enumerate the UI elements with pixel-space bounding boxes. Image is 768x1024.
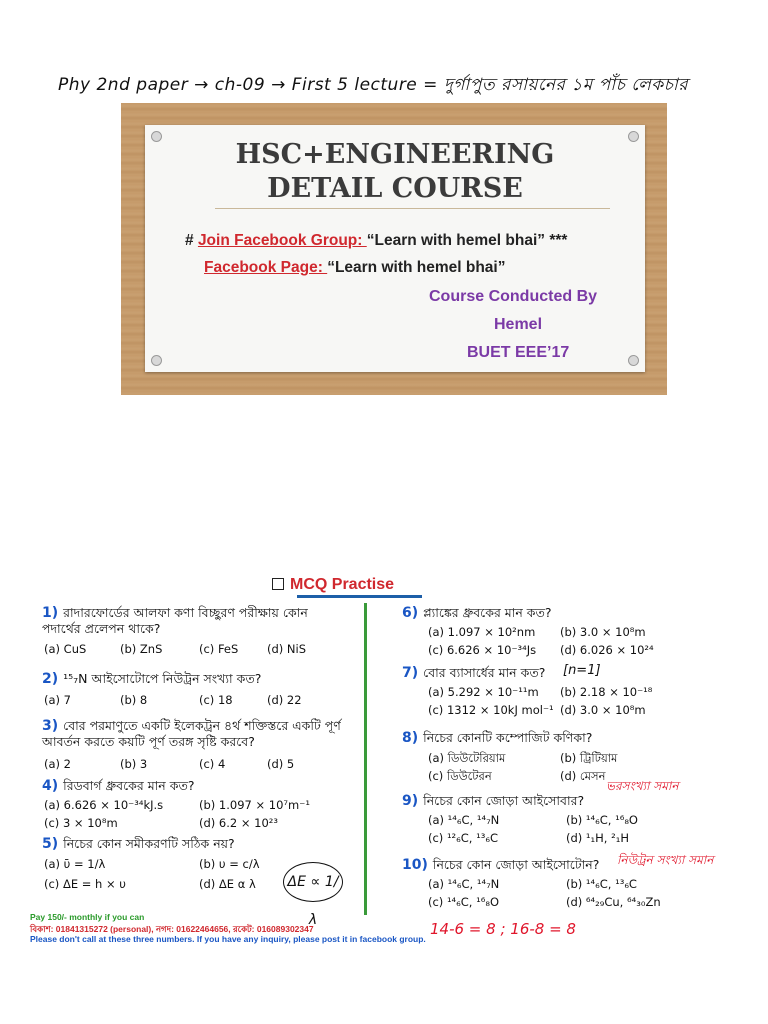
option: (c) 18 <box>199 693 233 707</box>
option: (b) 8 <box>120 693 148 707</box>
delta-note: ΔE ∝ 1/λ <box>283 862 343 902</box>
option: (a) ¹⁴₆C, ¹⁴₇N <box>428 877 500 891</box>
neutron-number-note: নিউট্রন সংখ্যা সমান <box>617 853 714 867</box>
option: (a) 2 <box>44 757 71 771</box>
mass-number-note: ভরসংখ্যা সমান <box>606 779 679 793</box>
option: (d) মেসন <box>560 769 606 783</box>
option: (d) 6.2 × 10²³ <box>199 816 279 830</box>
handwritten-header: Phy 2nd paper → ch-09 → First 5 lecture = দুর্গাপুত রসায়নের ১ম পাঁচ লেকচার <box>58 75 689 95</box>
option: (c) ডিউটেরন <box>428 769 492 783</box>
option: (d) NiS <box>267 642 307 656</box>
option: (a) 6.626 × 10⁻³⁴kJ.s <box>44 798 164 812</box>
pin-icon <box>628 355 639 366</box>
pin-icon <box>151 355 162 366</box>
title-divider <box>215 208 610 209</box>
footer-notice: Please don't call at these three numbers. If you have any inquiry, please post it in facebook group. <box>30 934 426 944</box>
option: (d) ΔE α λ <box>199 877 256 891</box>
question-1: 1) রাদারফোর্ডের আলফা কণা বিচ্ছুরণ পরীক্ষায় কোন পদার্থের প্রলেপন থাকে? <box>42 605 308 636</box>
option: (a) 7 <box>44 693 71 707</box>
option: (b) ¹⁴₆C, ¹³₆C <box>566 877 637 891</box>
option: (b) 3.0 × 10⁸m <box>560 625 646 639</box>
option: (b) 2.18 × 10⁻¹⁸ <box>560 685 653 699</box>
instructor-credential: BUET EEE’17 <box>467 344 570 361</box>
instructor-name: Hemel <box>494 316 543 333</box>
option: (b) ZnS <box>120 642 163 656</box>
question-4: 4) রিডবার্গ ধ্রুবকের মান কত? <box>42 778 195 794</box>
facebook-page-line <box>204 259 505 277</box>
option: (d) 22 <box>267 693 302 707</box>
facebook-group-label[interactable]: Join Facebook Group: <box>197 232 367 249</box>
option: (d) ⁶⁴₂₉Cu, ⁶⁴₃₀Zn <box>566 895 661 909</box>
footer-contacts: বিকাশ: 01841315272 (personal), নগদ: 01622464656, রকেট: 016089302347 <box>30 924 314 934</box>
option: (b) 3 <box>120 757 148 771</box>
banner-card <box>145 125 645 372</box>
option: (c) 1312 × 10kJ mol⁻¹ <box>428 703 554 717</box>
option: (c) ΔE = h × υ <box>44 877 126 891</box>
option: (c) ¹²₆C, ¹³₆C <box>428 831 498 845</box>
stars-mark: *** <box>549 232 568 249</box>
question-3: 3) বোর পরমাণুতে একটি ইলেকট্রন ৪র্থ শক্তিস্তরে একটি পূর্ণ আবর্তন করতে কয়টি পূর্ণ তরঙ্গ সৃষ্টি করবে? <box>42 718 341 749</box>
option: (a) 1.097 × 10²nm <box>428 625 536 639</box>
option: (a) ¹⁴₆C, ¹⁴₇N <box>428 813 500 827</box>
option: (d) 3.0 × 10⁸m <box>560 703 646 717</box>
option: (a) ডিউটেরিয়াম <box>428 751 506 765</box>
question-9: 9) নিচের কোন জোড়া আইসোবার? <box>402 793 585 809</box>
neutron-calculation-note: 14-6 = 8 ; 16-8 = 8 <box>430 920 576 938</box>
option: (c) 3 × 10⁸m <box>44 816 118 830</box>
facebook-page-name: “Learn with hemel bhai” <box>327 259 506 276</box>
banner-title-line2: DETAIL COURSE <box>267 173 523 204</box>
conducted-by-label: Course Conducted By <box>429 288 598 305</box>
checkbox-icon <box>272 578 284 590</box>
footer-pay: Pay 150/- monthly if you can <box>30 912 145 922</box>
option: (c) ¹⁴₆C, ¹⁶₈O <box>428 895 500 909</box>
mcq-heading-rule <box>297 595 422 598</box>
facebook-group-line <box>185 232 567 250</box>
question-8: 8) নিচের কোনটি কম্পোজিট কণিকা? <box>402 730 593 746</box>
hash-mark: # <box>185 232 194 249</box>
option: (c) FeS <box>199 642 239 656</box>
facebook-group-name: “Learn with hemel bhai” <box>366 232 546 249</box>
option: (a) ῡ = 1/λ <box>44 857 106 871</box>
option: (d) ¹₁H, ²₁H <box>566 831 629 845</box>
option: (a) CuS <box>44 642 87 656</box>
mcq-heading: MCQ Practise <box>272 576 394 594</box>
question-10: 10) নিচের কোন জোড়া আইসোটোন? <box>402 857 600 873</box>
option: (d) 6.026 × 10²⁴ <box>560 643 654 657</box>
option: (d) 5 <box>267 757 295 771</box>
option: (a) 5.292 × 10⁻¹¹m <box>428 685 539 699</box>
question-7: 7) বোর ব্যাসার্ধের মান কত? <box>402 665 546 681</box>
question-5: 5) নিচের কোন সমীকরণটি সঠিক নয়? <box>42 836 235 852</box>
option: (b) ট্রিটিয়াম <box>560 751 618 765</box>
banner-corkboard <box>121 103 667 395</box>
bohr-n-note: [n=1] <box>563 663 601 678</box>
option: (c) 6.626 × 10⁻³⁴Js <box>428 643 537 657</box>
option: (b) υ = c/λ <box>199 857 260 871</box>
question-6: 6) প্ল্যাঙ্কের ধ্রুবকের মান কত? <box>402 605 552 621</box>
option: (b) ¹⁴₆C, ¹⁶₈O <box>566 813 638 827</box>
column-divider <box>364 603 367 915</box>
facebook-page-label[interactable]: Facebook Page: <box>204 259 328 276</box>
option: (b) 1.097 × 10⁷m⁻¹ <box>199 798 310 812</box>
banner-title-line1: HSC+ENGINEERING <box>235 139 555 170</box>
option: (c) 4 <box>199 757 226 771</box>
question-2: 2) ¹⁵₇N আইসোটোপে নিউট্রন সংখ্যা কত? <box>42 671 262 687</box>
